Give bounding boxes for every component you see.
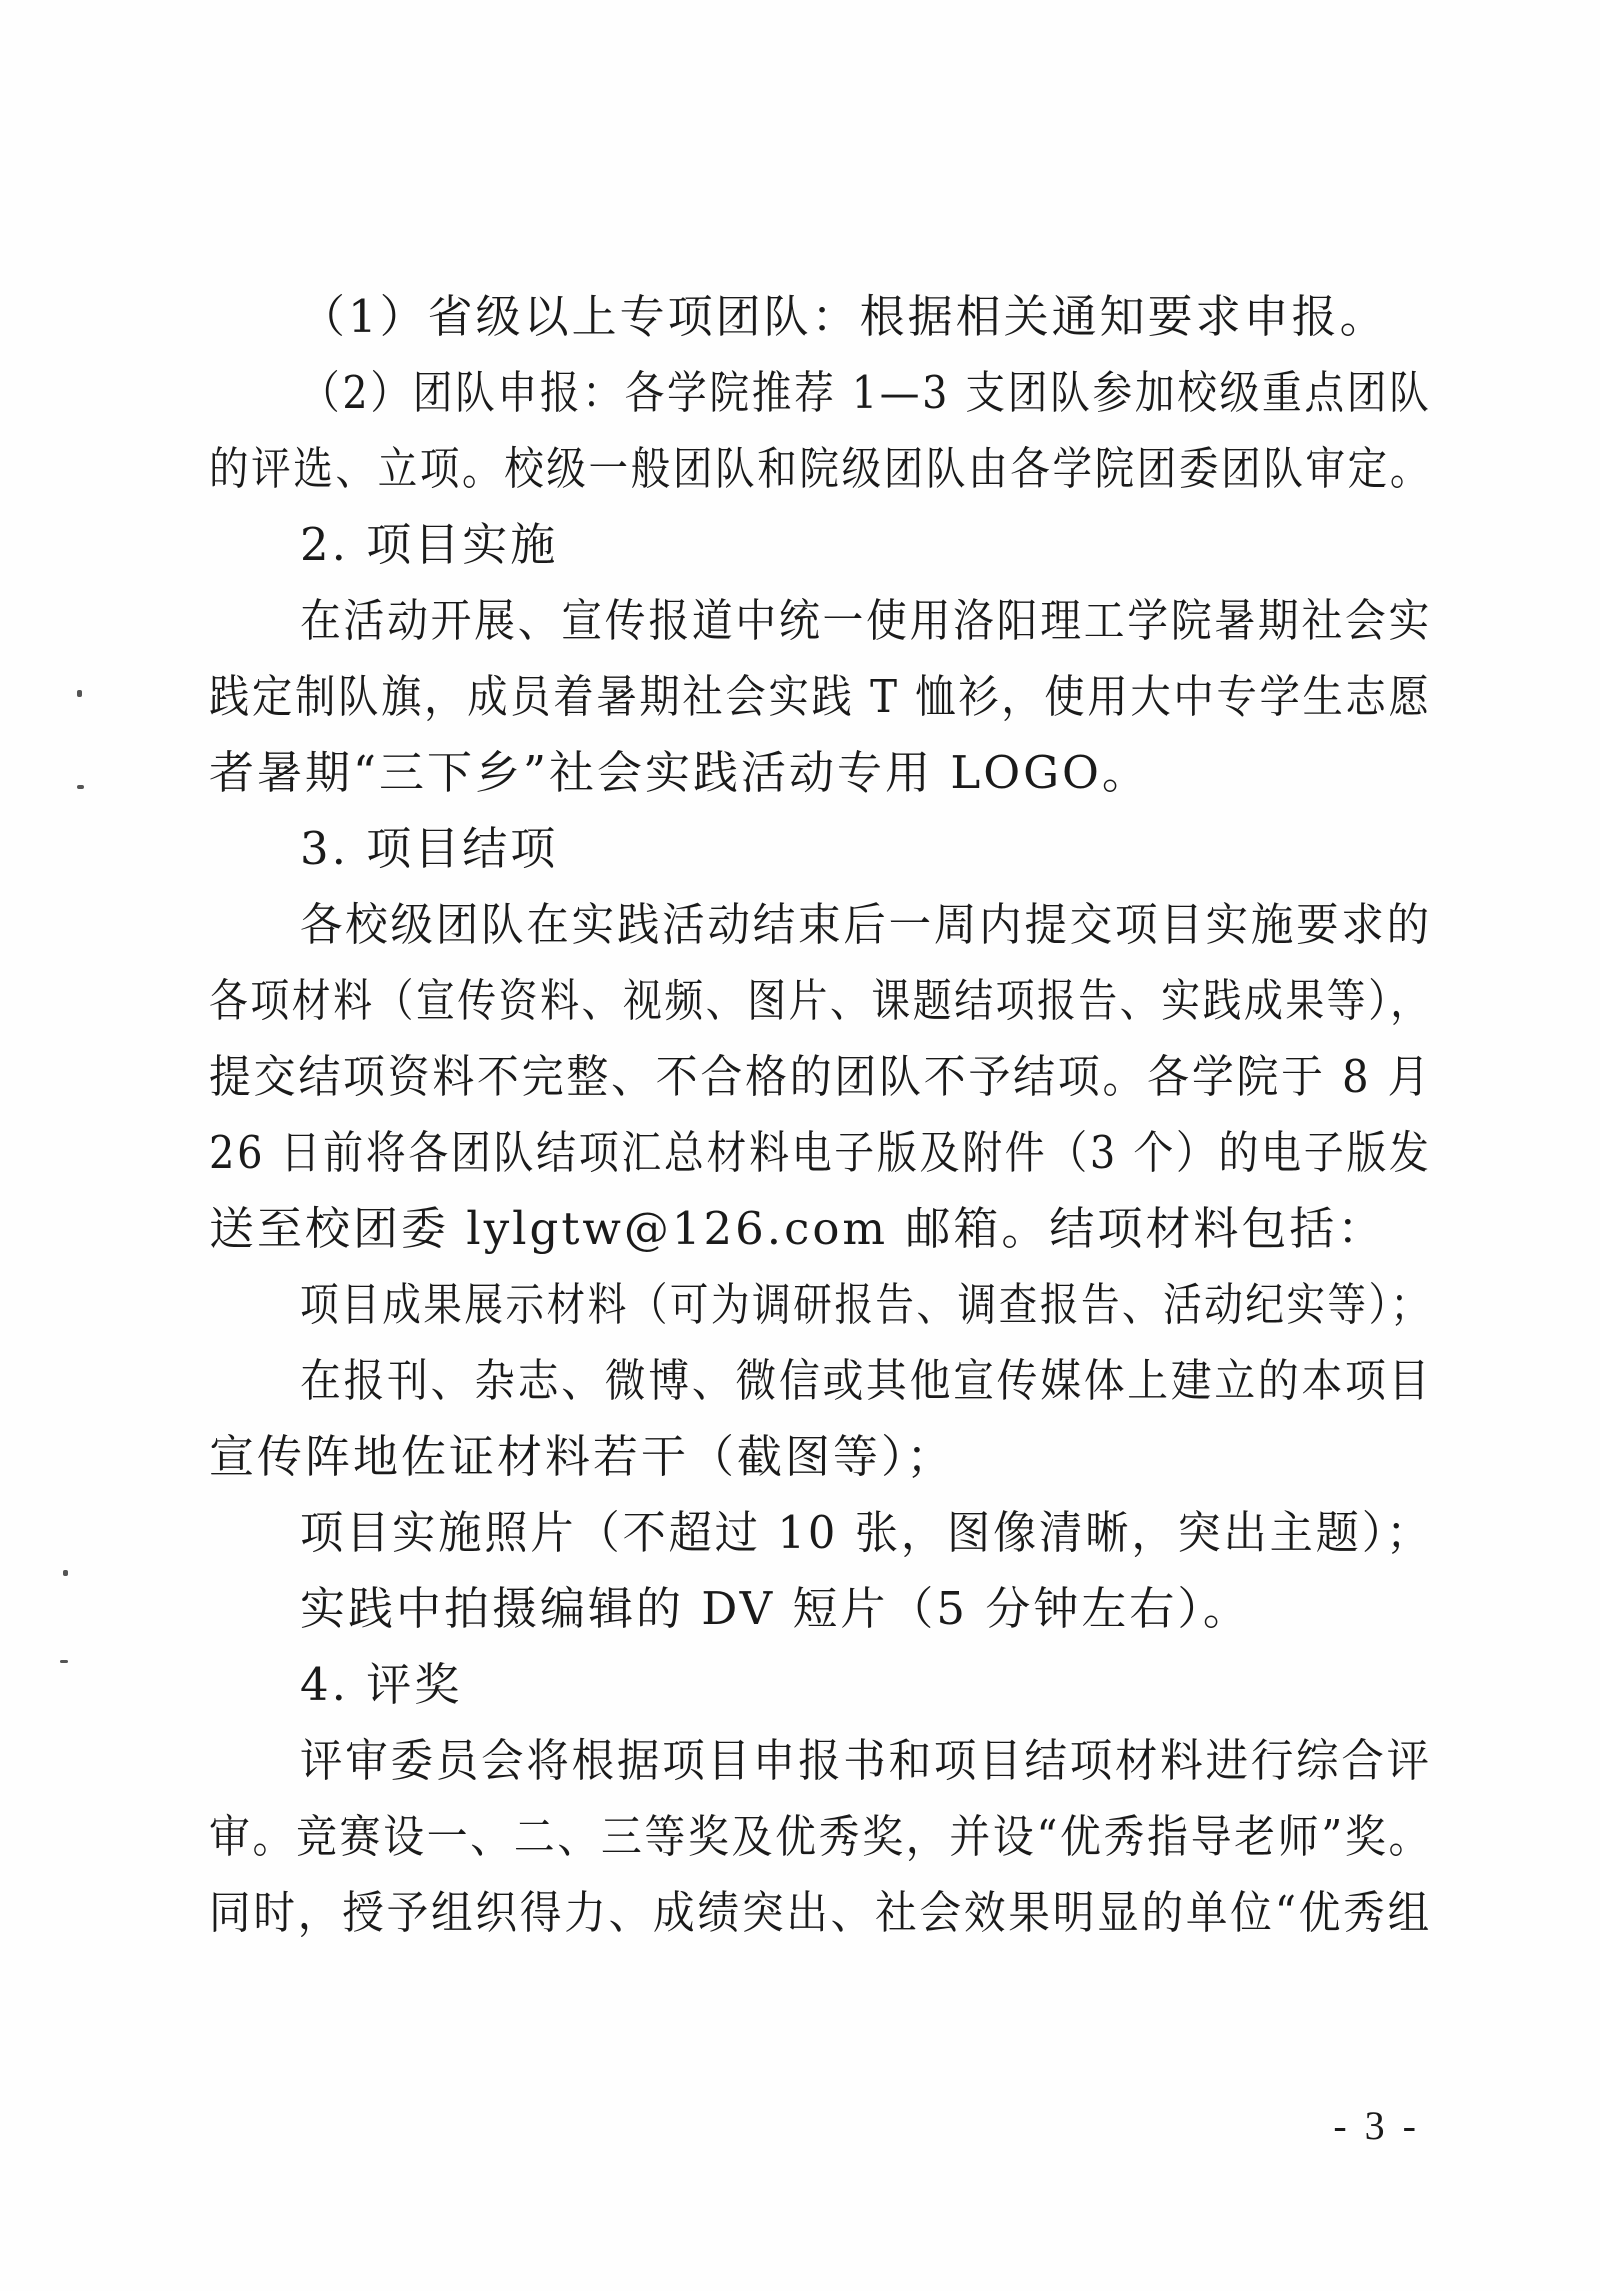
scan-speck	[60, 1660, 68, 1663]
paragraph-line: 审。竞赛设一、二、三等奖及优秀奖，并设“优秀指导老师”奖。	[209, 1810, 1433, 1863]
list-item: 宣传阵地佐证材料若干（截图等）；	[209, 1430, 955, 1483]
scan-speck	[77, 785, 84, 789]
list-item: 实践中拍摄编辑的 DV 短片（5 分钟左右）。	[300, 1582, 1251, 1635]
paragraph-line: 践定制队旗，成员着暑期社会实践 T 恤衫，使用大中专学生志愿	[209, 670, 1432, 723]
paragraph-line: 在活动开展、宣传报道中统一使用洛阳理工学院暑期社会实	[300, 594, 1433, 647]
paragraph-line: （1）省级以上专项团队：根据相关通知要求申报。	[300, 290, 1388, 343]
paragraph-line: 各项材料（宣传资料、视频、图片、课题结项报告、实践成果等），	[209, 974, 1432, 1027]
paragraph-line: 各校级团队在实践活动结束后一周内提交项目实施要求的	[300, 898, 1432, 951]
page-number: - 3 -	[1333, 2103, 1420, 2148]
paragraph-line: 的评选、立项。校级一般团队和院级团队由各学院团委团队审定。	[209, 442, 1433, 495]
paragraph-line: 提交结项资料不完整、不合格的团队不予结项。各学院于 8 月	[209, 1050, 1433, 1103]
list-item: 在报刊、杂志、微博、微信或其他宣传媒体上建立的本项目	[300, 1354, 1433, 1407]
paragraph-line: 者暑期“三下乡”社会实践活动专用 LOGO。	[209, 746, 1150, 799]
paragraph-line: 评审委员会将根据项目申报书和项目结项材料进行综合评	[300, 1734, 1432, 1787]
section-heading: 3. 项目结项	[300, 822, 559, 875]
list-item: 项目成果展示材料（可为调研报告、调查报告、活动纪实等）；	[300, 1278, 1432, 1331]
paragraph-line: 送至校团委 lylgtw@126.com 邮箱。结项材料包括：	[209, 1202, 1386, 1255]
paragraph-line: （2）团队申报：各学院推荐 1—3 支团队参加校级重点团队	[300, 366, 1432, 419]
paragraph-line: 26 日前将各团队结项汇总材料电子版及附件（3 个）的电子版发	[209, 1126, 1432, 1179]
paragraph-line: 同时，授予组织得力、成绩突出、社会效果明显的单位“优秀组	[209, 1886, 1432, 1939]
scan-speck	[63, 1570, 68, 1576]
list-item: 项目实施照片（不超过 10 张，图像清晰，突出主题）；	[300, 1506, 1433, 1559]
scan-speck	[77, 690, 82, 697]
section-heading: 2. 项目实施	[300, 518, 559, 571]
section-heading: 4. 评奖	[300, 1658, 463, 1711]
